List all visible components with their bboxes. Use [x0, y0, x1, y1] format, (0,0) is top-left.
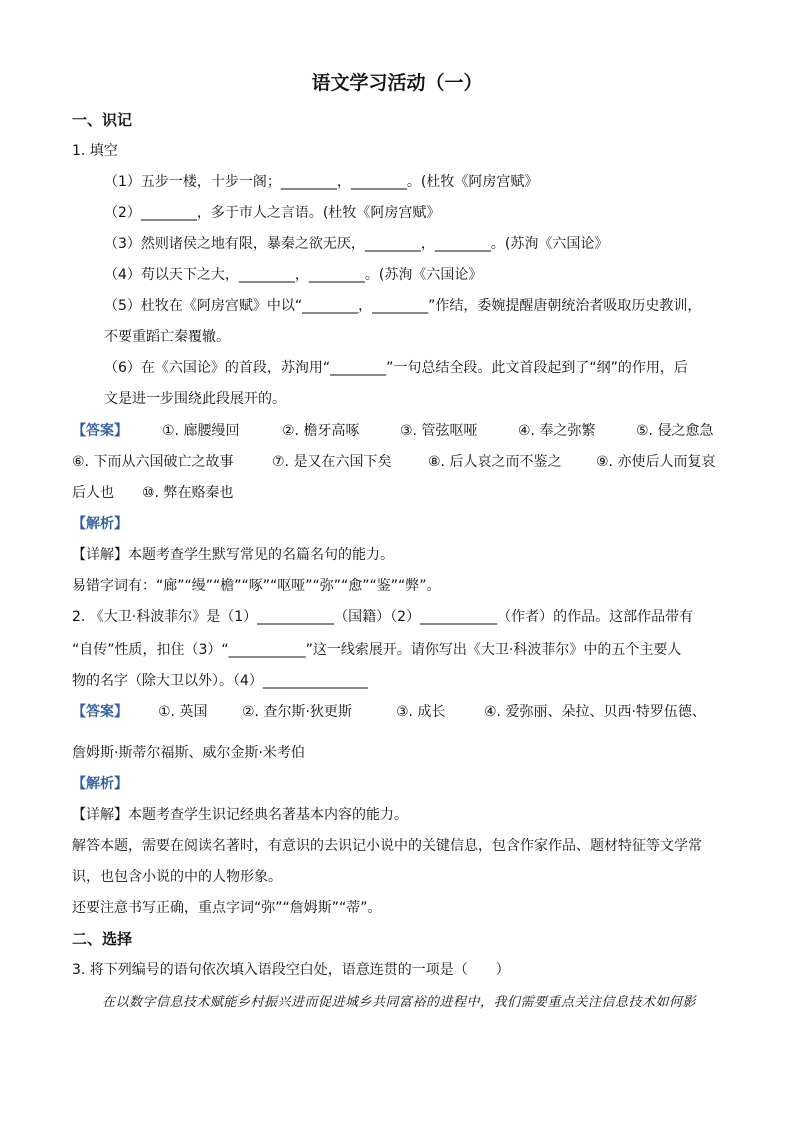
answer-item: ④. 奉之弥繁 — [518, 423, 596, 439]
explanation-paragraph: 还要注意书写正确，重点字词“弥”“詹姆斯”“蒂”。 — [72, 900, 382, 916]
answer-item-continued: 詹姆斯·斯蒂尔福斯、威尔金斯·米考伯 — [72, 745, 305, 761]
answer-item: ②. 查尔斯·狄更斯 — [242, 704, 352, 720]
answer-item: ⑥. 下而从六国破亡之故事 — [72, 454, 234, 470]
detail-explanation: 【详解】本题考查学生识记经典名著基本内容的能力。 — [72, 807, 408, 823]
section-heading-recall: 一、识记 — [72, 111, 133, 129]
answer-item: ⑨. 亦使后人而复哀 — [596, 454, 716, 470]
answer-item: ⑧. 后人哀之而不鉴之 — [428, 454, 562, 470]
detail-explanation: 【详解】本题考查学生默写常见的名篇名句的能力。 — [72, 547, 394, 563]
answer-tag: 【答案】 — [72, 423, 128, 439]
answer-item-continued: 后人也 — [72, 485, 114, 501]
error-prone-words: 易错字词有：“廊”“缦”“檐”“啄”“呕哑”“弥”“愈”“鉴”“弊”。 — [72, 578, 441, 594]
question-1-item-5-line-2: 不要重蹈亡秦覆辙。 — [104, 329, 230, 345]
question-3-stem: 3. 将下列编号的语句依次填入语段空白处，语意连贯的一项是（ ） — [72, 962, 510, 978]
section-heading-choice: 二、选择 — [72, 930, 133, 948]
question-1-item-3: （3）然则诸侯之地有限，暴秦之欲无厌，________，________。(苏洵《六国论》 — [104, 236, 609, 252]
answer-item: ⑦. 是又在六国下矣 — [272, 454, 392, 470]
answer-item: ④. 爱弥丽、朵拉、贝西·特罗伍德、 — [484, 704, 706, 720]
analysis-tag: 【解析】 — [72, 516, 128, 532]
answer-item: ①. 廊腰缦回 — [162, 423, 240, 439]
explanation-paragraph: 识，也包含小说的中的人物形象。 — [72, 869, 282, 885]
analysis-tag: 【解析】 — [72, 776, 128, 792]
page-title: 语文学习活动（一） — [311, 72, 483, 94]
answer-item: ③. 管弦呕哑 — [400, 423, 478, 439]
answer-item: ②. 檐牙高啄 — [282, 423, 360, 439]
question-2-line-1: 2. 《大卫·科波菲尔》是（1）___________（国籍）（2）___________（作者）的作品。这部作品带有 — [72, 609, 694, 625]
question-2-line-2: “自传”性质，扣住（3）“___________”这一线索展开。请你写出《大卫·科波菲尔》中的五个主要人 — [72, 642, 682, 658]
answer-item: ③. 成长 — [396, 704, 446, 720]
question-1-item-6-line-1: （6）在《六国论》的首段，苏洵用“________”一句总结全段。此文首段起到了“纲”的作用，后 — [104, 360, 688, 376]
question-3-passage: 在以数字信息技术赋能乡村振兴进而促进城乡共同富裕的进程中，我们需要重点关注信息技术如何影 — [102, 995, 697, 1010]
question-1-item-2: （2）________，多于市人之言语。(杜牧《阿房宫赋》 — [104, 205, 441, 221]
question-1-heading: 1. 填空 — [72, 143, 118, 159]
answer-item: ⑤. 侵之愈急 — [636, 423, 714, 439]
question-1-item-6-line-2: 文是进一步围绕此段展开的。 — [104, 391, 286, 407]
answer-tag: 【答案】 — [72, 704, 128, 720]
question-1-item-1: （1）五步一楼，十步一阁；________，________。(杜牧《阿房宫赋》 — [104, 174, 539, 190]
answer-item: ①. 英国 — [158, 704, 208, 720]
explanation-paragraph: 解答本题，需要在阅读名著时，有意识的去识记小说中的关键信息，包含作家作品、题材特征等文学常 — [72, 838, 702, 854]
question-1-item-4: （4）苟以天下之大，________，________。(苏洵《六国论》 — [104, 267, 483, 283]
question-2-line-3: 物的名字（除大卫以外）。（4）_______________ — [72, 673, 368, 689]
answer-item: ⑩. 弊在赂秦也 — [142, 485, 234, 501]
question-1-item-5-line-1: （5）杜牧在《阿房宫赋》中以“________，________”作结，委婉提醒唐朝统治者吸取历史教训， — [104, 298, 702, 314]
